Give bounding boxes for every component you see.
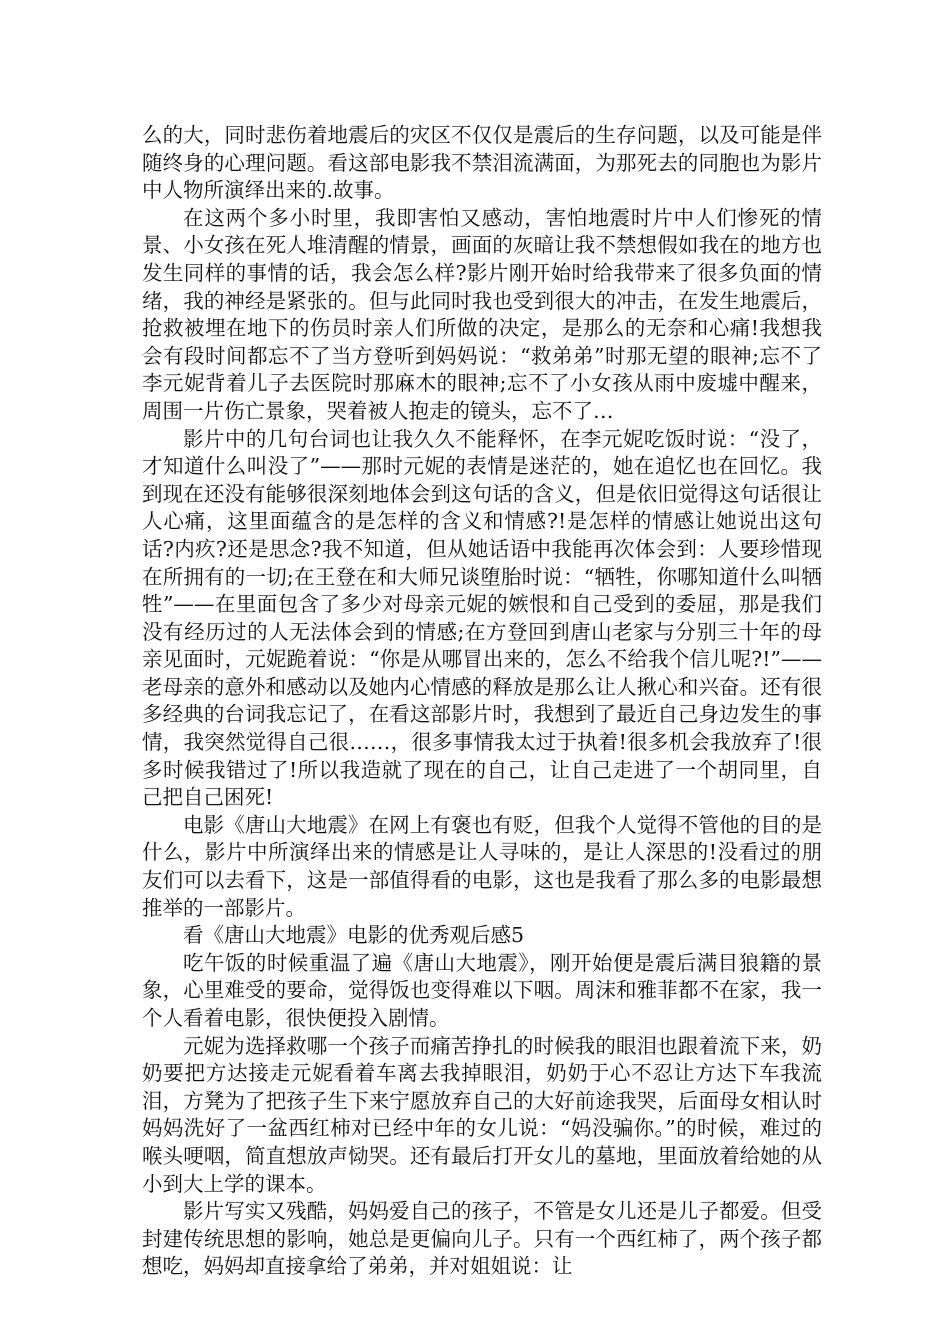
document-body <box>142 122 822 1281</box>
paragraph-continuation: 么的大，同时悲伤着地震后的灾区不仅仅是震后的生存问题，以及可能是伴随终身的心理问题。看这部电影我不禁泪流满面，为那死去的同胞也为影片中人物所演绎出来的.故事。 <box>142 123 822 203</box>
paragraph: 在这两个多小时里，我即害怕又感动，害怕地震时片中人们惨死的情景、小女孩在死人堆清醒的情景，画面的灰暗让我不禁想假如我在的地方也发生同样的事情的话，我会怎么样?影片刚开始时给我带来了很多负面的情绪，我的神经是紧张的。但与此同时我也受到很大的冲击，在发生地震后，抢救被埋在地下的伤员时亲人们所做的决定，是那么的无奈和心痛!我想我会有段时间都忘不了当方登听到妈妈说：“救弟弟”时那无望的眼神;忘不了李元妮背着儿子去医院时那麻木的眼神;忘不了小女孩从雨中废墟中醒来，周围一片伤亡景象，哭着被人抱走的镜头，忘不了… <box>142 205 822 423</box>
paragraph: 电影《唐山大地震》在网上有褒也有贬，但我个人觉得不管他的目的是什么，影片中所演绎出来的情感是让人寻味的，是让人深思的!没看过的朋友们可以去看下，这是一部值得看的电影，这也是我看了那么多的电影最想推举的一部影片。 <box>142 812 822 920</box>
paragraph: 影片写实又残酷，妈妈爱自己的孩子，不管是女儿还是儿子都爱。但受封建传统思想的影响，她总是更偏向儿子。只有一个西红柿了，两个孩子都想吃，妈妈却直接拿给了弟弟，并对姐姐说：让 <box>142 1199 822 1279</box>
paragraph: 吃午饭的时候重温了遍《唐山大地震》，刚开始便是震后满目狼籍的景象，心里难受的要命，觉得饭也变得难以下咽。周沫和雅菲都不在家，我一个人看着电影，很快便投入剧情。 <box>142 950 822 1030</box>
paragraph: 影片中的几句台词也让我久久不能释怀，在李元妮吃饭时说：“没了，才知道什么叫没了”——那时元妮的表情是迷茫的，她在追忆也在回忆。我到现在还没有能够很深刻地体会到这句话的含义，但是依旧觉得这句话很让人心痛，这里面蕴含的是怎样的含义和情感?!是怎样的情感让她说出这句话?内疚?还是思念?我不知道，但从她话语中我能再次体会到：人要珍惜现在所拥有的一切;在王登在和大师兄谈堕胎时说：“牺牲，你哪知道什么叫牺牲”——在里面包含了多少对母亲元妮的嫉恨和自己受到的委屈，那是我们没有经历过的人无法体会到的情感;在方登回到唐山老家与分别三十年的母亲见面时，元妮跪着说：“你是从哪冒出来的，怎么不给我个信儿呢?!”——老母亲的意外和感动以及她内心情感的释放是那么让人揪心和兴奋。还有很多经典的台词我忘记了，在看这部影片时，我想到了最近自己身边发生的事情，我突然觉得自己很……，很多事情我太过于执着!很多机会我放弃了!很多时候我错过了!所以我造就了现在的自己，让自己走进了一个胡同里，自己把自己困死! <box>142 426 822 810</box>
paragraph: 元妮为选择救哪一个孩子而痛苦挣扎的时候我的眼泪也跟着流下来，奶奶要把方达接走元妮看着车离去我掉眼泪，奶奶于心不忍让方达下车我流泪，方凳为了把孩子生下来宁愿放弃自己的大好前途我哭，后面母女相认时妈妈洗好了一盆西红柿对已经中年的女儿说：“妈没骗你。”的时候，难过的喉头哽咽，简直想放声恸哭。还有最后打开女儿的墓地，里面放着给她的从小到大上学的课本。 <box>142 1033 822 1196</box>
section-heading: 看《唐山大地震》电影的优秀观后感5 <box>183 923 525 948</box>
